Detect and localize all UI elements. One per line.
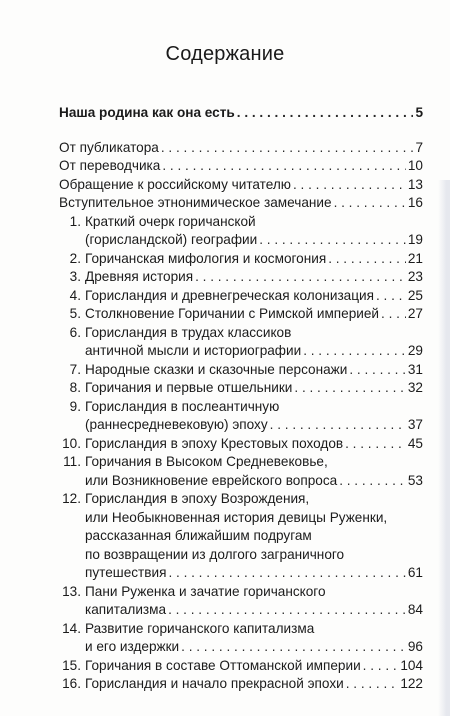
toc-page-number: 16 [407, 195, 423, 210]
toc-entry-line [59, 453, 423, 472]
toc-entry-line [59, 546, 423, 565]
toc-entry-title: или Возникновение еврейского вопроса [85, 472, 338, 488]
toc-entry-title: Развитие горичанского капитализма [85, 620, 315, 636]
toc-entry-number: 10. [62, 435, 81, 451]
toc-dot-leader [168, 564, 405, 583]
toc-entry-line [59, 509, 423, 528]
toc-page-number: 53 [407, 472, 423, 488]
toc-entry-line [59, 194, 423, 213]
toc-dot-leader [328, 250, 406, 269]
toc-page-number: 13 [407, 176, 423, 192]
toc-entry-title: Горисландия в послеантичную [85, 398, 280, 414]
toc-page-number: 31 [407, 361, 423, 377]
toc-page-number: 45 [407, 435, 423, 451]
toc-page-number: 96 [407, 639, 423, 654]
toc-page-number: 61 [407, 565, 423, 580]
toc-entry-number: 15. [62, 657, 81, 673]
toc-dot-leader [162, 157, 406, 176]
toc-entry-title: Горичанская мифология и космогония [85, 250, 327, 266]
toc-entry-title: Горичания и первые отшельники [85, 380, 293, 395]
toc-dot-leader [381, 305, 406, 324]
toc-entry-title: Горисландия в трудах классиков [85, 324, 292, 340]
toc-dot-leader [259, 231, 406, 250]
toc-entry-title: Древняя история [85, 269, 194, 284]
toc-entry-number: 4. [69, 287, 81, 303]
toc-page-number: 21 [407, 250, 423, 266]
toc-entry-title: (раннесредневековую) эпоху [85, 417, 268, 432]
toc-entry-line [59, 675, 423, 694]
toc-entry-title: и его издержки [85, 639, 180, 654]
toc-entry-title: рассказанная ближайшим подругам [85, 528, 312, 543]
toc-entry-number: 1. [69, 213, 81, 229]
toc-entry-title: Горисландия в эпоху Крестовых походов [85, 435, 344, 451]
toc-page-number: 7 [415, 139, 423, 155]
toc-entry-line [59, 139, 423, 158]
toc-dot-leader [270, 416, 406, 435]
toc-entry-title: античной мысли и историографии [85, 343, 302, 358]
toc-entry-title: по возвращении из долгого заграничного [85, 546, 345, 562]
page-title: Содержание [165, 43, 285, 65]
toc-entry-number: 7. [69, 361, 81, 377]
toc-dot-leader [339, 472, 406, 491]
toc-entry-line [59, 104, 423, 123]
toc-entry-line [59, 250, 423, 269]
toc-page-number: 122 [400, 676, 423, 691]
toc-entry-line [59, 620, 423, 639]
toc-entry-title: Горисландия и древнегреческая колонизация [85, 287, 374, 303]
toc-page-number: 19 [407, 232, 423, 247]
toc-entry-title: Горисландия в эпоху Возрождения, [85, 491, 310, 506]
toc-entry-line [59, 398, 423, 417]
toc-entry-number: 5. [69, 306, 81, 321]
toc-entry-title: Горичания в составе Оттоманской империи [85, 657, 361, 673]
toc-entry-line [59, 157, 423, 176]
toc-entry-line [59, 657, 423, 676]
toc-entry-line [59, 490, 423, 509]
toc-entry-title: Краткий очерк горичанской [85, 213, 256, 229]
toc-entry-line [59, 268, 423, 287]
toc-dot-leader [181, 638, 406, 657]
toc-entry-line [59, 287, 423, 306]
toc-entry-title: Столкновение Горичании с Римской империей [85, 306, 380, 321]
toc-entry-title: Вступительное этнонимическое замечание [59, 195, 332, 210]
toc-entry-line [59, 305, 423, 324]
toc-page-number: 27 [407, 306, 423, 321]
toc-entry-line [59, 583, 423, 602]
toc-entry-number: 11. [63, 454, 81, 469]
toc-dot-leader [195, 268, 406, 287]
toc-entry-title: капитализма [85, 602, 167, 617]
toc-entry-number: 9. [69, 398, 81, 414]
toc-entry-line [59, 342, 423, 361]
toc-entry-line [59, 638, 423, 657]
toc-entry-number: 13. [62, 583, 81, 599]
table-of-contents [59, 104, 423, 694]
toc-entry-title: От переводчика [59, 158, 161, 173]
toc-entry-title: Народные сказки и сказочные персонажи [85, 361, 348, 377]
toc-dot-leader [168, 601, 406, 620]
toc-entry-title: Наша родина как она есть [59, 105, 235, 120]
toc-entry-line [59, 527, 423, 546]
toc-dot-leader [293, 176, 406, 195]
toc-dot-leader [345, 435, 406, 454]
toc-entry-line [59, 435, 423, 454]
toc-entry-line [59, 472, 423, 491]
toc-dot-leader [346, 675, 399, 694]
toc-entry-line [59, 324, 423, 343]
toc-entry-title: Пани Руженка и зачатие горичанского [85, 583, 326, 599]
toc-entry-line [59, 176, 423, 195]
toc-dot-leader [363, 657, 399, 676]
toc-entry-number: 2. [69, 250, 81, 266]
toc-entry-title: Горисландия и начало прекрасной эпохи [85, 676, 344, 691]
toc-entry-title: Обращение к российскому читателю [59, 176, 291, 192]
toc-dot-leader [303, 342, 406, 361]
toc-dot-leader [294, 379, 405, 398]
toc-entry-number: 8. [69, 380, 81, 395]
toc-entry-line [59, 231, 423, 250]
toc-entry-number: 6. [69, 324, 81, 340]
toc-dot-leader [376, 287, 406, 306]
toc-dot-leader [161, 139, 414, 158]
toc-entry-number: 12. [62, 491, 81, 506]
toc-page-number: 84 [407, 602, 423, 617]
toc-page-number: 10 [407, 158, 423, 173]
toc-entry-line [59, 416, 423, 435]
toc-dot-leader [334, 194, 406, 213]
toc-page-number: 23 [407, 269, 423, 284]
toc-entry-line [59, 564, 423, 583]
toc-dot-leader [237, 104, 414, 123]
toc-page-number: 29 [407, 343, 423, 358]
toc-dot-leader [349, 361, 406, 380]
toc-entry-title: Горичания в Высоком Средневековье, [85, 454, 328, 469]
toc-page-number: 32 [407, 380, 423, 395]
toc-entry-line [59, 601, 423, 620]
toc-entry-number: 3. [69, 269, 81, 284]
toc-page-number: 5 [415, 105, 423, 120]
toc-entry-number: 14. [62, 620, 81, 636]
page-edge-shadow [438, 180, 450, 716]
toc-page-number: 37 [407, 417, 423, 432]
toc-entry-title: (горисландской) географии [85, 232, 258, 247]
toc-entry-title: От публикатора [59, 139, 159, 155]
toc-entry-title: или Необыкновенная история девицы Руженки, [85, 509, 388, 525]
toc-entry-line [59, 361, 423, 380]
toc-entry-line [59, 213, 423, 232]
toc-entry-line [59, 379, 423, 398]
toc-page-number: 104 [400, 657, 423, 673]
toc-entry-number: 16. [62, 676, 81, 691]
toc-entry-title: путешествия [85, 565, 167, 580]
toc-page-number: 25 [407, 287, 423, 303]
